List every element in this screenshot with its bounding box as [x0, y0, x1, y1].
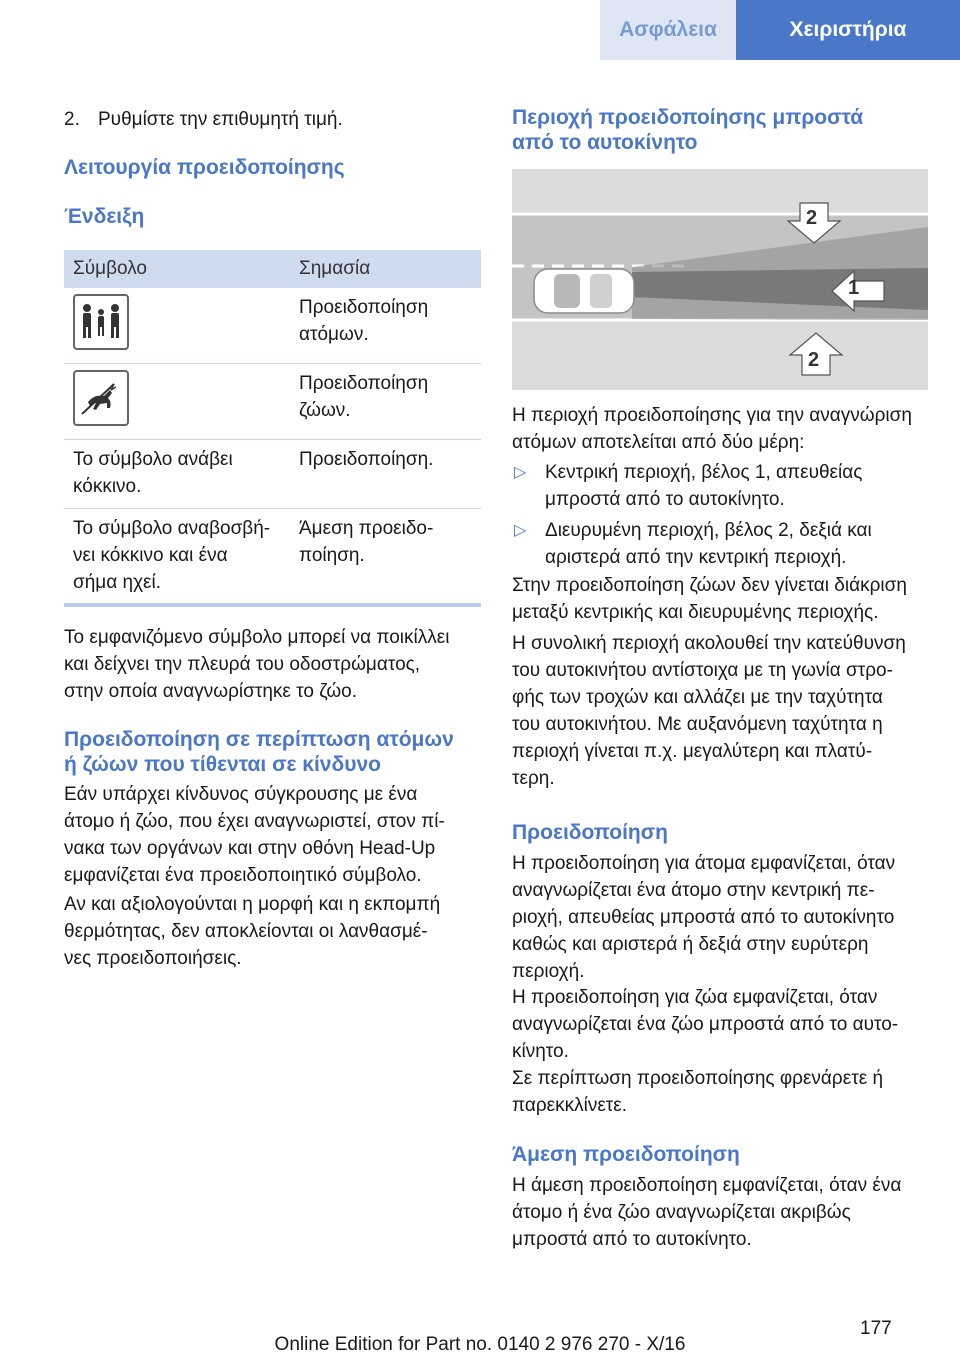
paragraph-people-warning [512, 850, 942, 985]
table-header-meaning: Σημασία [290, 250, 481, 288]
step-text: Ρυθμίστε την επιθυμητή τιμή. [98, 109, 343, 130]
text-line: περιοχή. [512, 961, 585, 982]
symbol-cell [64, 509, 290, 606]
paragraph-false-warnings [64, 891, 484, 972]
table-header-symbol: Σύμβολο [64, 250, 290, 288]
table-row [64, 364, 481, 440]
list-item [512, 459, 942, 513]
paragraph-brake-advice [512, 1065, 942, 1119]
symbol-table [64, 250, 481, 607]
symbol-line: κόκκινο. [73, 476, 142, 497]
paragraph-animals-area [512, 572, 942, 626]
text-line: και δείχνει την πλευρά του οδοστρώματος, [64, 654, 421, 675]
text-line: ριοχή, απευθείας μπροστά από το αυτοκίνητο [512, 907, 895, 928]
text-line: Η προειδοποίηση για άτομα εμφανίζεται, όταν [512, 853, 896, 874]
paragraph-animals-warning [512, 984, 942, 1065]
tab-safety[interactable]: Ασφάλεια [600, 0, 736, 60]
bullet-arrow-icon: ▷ [514, 522, 527, 539]
text-line: Η συνολική περιοχή ακολουθεί την κατεύθυνση [512, 633, 906, 654]
meaning-line: Άμεση προειδο- [299, 518, 434, 539]
paragraph-symbol-varies [64, 624, 484, 705]
meaning-cell [290, 509, 481, 606]
symbol-line: Το σύμβολο ανάβει [73, 449, 233, 470]
arrow-label-2-top: 2 [806, 207, 818, 229]
text-line: άτομο ή ένα ζώο αναγνωρίζεται ακριβώς [512, 1202, 851, 1223]
meaning-line: Προειδοποίηση. [299, 449, 434, 470]
text-line: τερη. [512, 768, 555, 789]
text-line: Κεντρική περιοχή, βέλος 1, απευθείας [545, 462, 863, 483]
warning-area-figure [512, 169, 928, 390]
heading-line: από το αυτοκίνητο [512, 131, 698, 154]
text-line: νακα των οργάνων και στην οθόνη Head-Up [64, 838, 436, 859]
text-line: Το εμφανιζόμενο σύμβολο μπορεί να ποικίλλει [64, 627, 450, 648]
text-line: Στην προειδοποίηση ζώων δεν γίνεται διάκριση [512, 575, 907, 596]
animal-warning-icon [73, 370, 129, 426]
paragraph-total-area [512, 630, 942, 792]
text-line: Σε περίπτωση προειδοποίησης φρενάρετε ή [512, 1068, 884, 1089]
heading-warning-area [512, 105, 932, 155]
car-icon [534, 269, 634, 313]
text-line: ατόμων αποτελείται από δύο μέρη: [512, 432, 805, 453]
symbol-cell [64, 288, 290, 364]
text-line: Διευρυμένη περιοχή, βέλος 2, δεξιά και [545, 520, 872, 541]
arrow-label-1: 1 [848, 277, 860, 299]
text-line: φής των τροχών και αλλάζει με την ταχύτητα [512, 687, 883, 708]
text-line: καθώς και αριστερά ή δεξιά στην ευρύτερη [512, 934, 869, 955]
bullet-arrow-icon: ▷ [514, 464, 527, 481]
text-line: εμφανίζεται ένα προειδοποιητικό σύμβολο. [64, 865, 422, 886]
meaning-line: Προειδοποίηση [299, 297, 429, 318]
text-line: μεταξύ κεντρικής και διευρυμένης περιοχής. [512, 602, 879, 623]
text-line: μπροστά από το αυτοκίνητο. [512, 1229, 752, 1250]
text-line: αριστερά από την κεντρική περιοχή. [545, 547, 847, 568]
step-number: 2. [64, 109, 80, 130]
table-row [64, 509, 481, 606]
heading-display: Ένδειξη [64, 205, 145, 228]
meaning-cell [290, 288, 481, 364]
text-line: Αν και αξιολογούνται η μορφή και η εκπομπή [64, 894, 441, 915]
symbol-cell [64, 364, 290, 440]
meaning-line: ατόμων. [299, 324, 369, 345]
meaning-line: ζώων. [299, 400, 351, 421]
text-line: νες προειδοποιήσεις. [64, 948, 242, 969]
edition-footer: Online Edition for Part no. 0140 2 976 270 - X/16 [274, 1334, 686, 1355]
text-line: άτομο ή ζώο, που έχει αναγνωριστεί, στον πί- [64, 811, 445, 832]
page-number: 177 [860, 1318, 892, 1339]
text-line: Η περιοχή προειδοποίησης για την αναγνώριση [512, 405, 912, 426]
text-line: Εάν υπάρχει κίνδυνος σύγκρουσης με ένα [64, 784, 418, 805]
meaning-cell [290, 440, 481, 509]
symbol-line: Το σύμβολο αναβοσβή- [73, 518, 271, 539]
heading-danger-warning [64, 727, 484, 777]
list-item [512, 517, 942, 571]
paragraph-immediate-warning [512, 1172, 942, 1253]
arrow-label-2-bottom: 2 [808, 349, 820, 371]
heading-line: Περιοχή προειδοποίησης μπροστά [512, 106, 864, 129]
text-line: του αυτοκινήτου αντίστοιχα με τη γωνία στρο- [512, 660, 893, 681]
text-line: θερμότητας, δεν αποκλείονται οι λανθασμέ- [64, 921, 428, 942]
meaning-cell [290, 364, 481, 440]
text-line: αναγνωρίζεται ένα άτομο στην κεντρική πε- [512, 880, 875, 901]
text-line: παρεκκλίνετε. [512, 1095, 628, 1116]
pedestrians-warning-icon [73, 294, 129, 350]
table-row [64, 288, 481, 364]
text-line: του αυτοκινήτου. Με αυξανόμενη ταχύτητα η [512, 714, 883, 735]
symbol-line: νει κόκκινο και ένα [73, 545, 228, 566]
heading-line: Προειδοποίηση σε περίπτωση ατόμων [64, 728, 454, 751]
heading-immediate-warning: Άμεση προειδοποίηση [512, 1143, 740, 1166]
heading-line: ή ζώων που τίθενται σε κίνδυνο [64, 753, 381, 776]
text-line: περιοχή γίνεται π.χ. μεγαλύτερη και πλατύ- [512, 741, 873, 762]
text-line: κίνητο. [512, 1041, 569, 1062]
tab-controls[interactable]: Χειριστήρια [736, 0, 960, 60]
text-line: Η προειδοποίηση για ζώα εμφανίζεται, όταν [512, 987, 878, 1008]
text-line: Η άμεση προειδοποίηση εμφανίζεται, όταν ένα [512, 1175, 902, 1196]
text-line: μπροστά από το αυτοκίνητο. [545, 489, 785, 510]
paragraph-collision-risk [64, 781, 484, 889]
table-row [64, 440, 481, 509]
heading-warning: Προειδοποίηση [512, 821, 668, 844]
text-line: αναγνωρίζεται ένα ζώο μπροστά από το αυτο- [512, 1014, 899, 1035]
bullet-list [512, 459, 942, 571]
text-line: στην οποία αναγνωρίστηκε το ζώο. [64, 681, 358, 702]
paragraph-area-parts [512, 402, 942, 456]
heading-warning-function: Λειτουργία προειδοποίησης [64, 156, 345, 179]
symbol-line: σήμα ηχεί. [73, 572, 162, 593]
meaning-line: Προειδοποίηση [299, 373, 429, 394]
meaning-line: ποίηση. [299, 545, 365, 566]
symbol-cell [64, 440, 290, 509]
